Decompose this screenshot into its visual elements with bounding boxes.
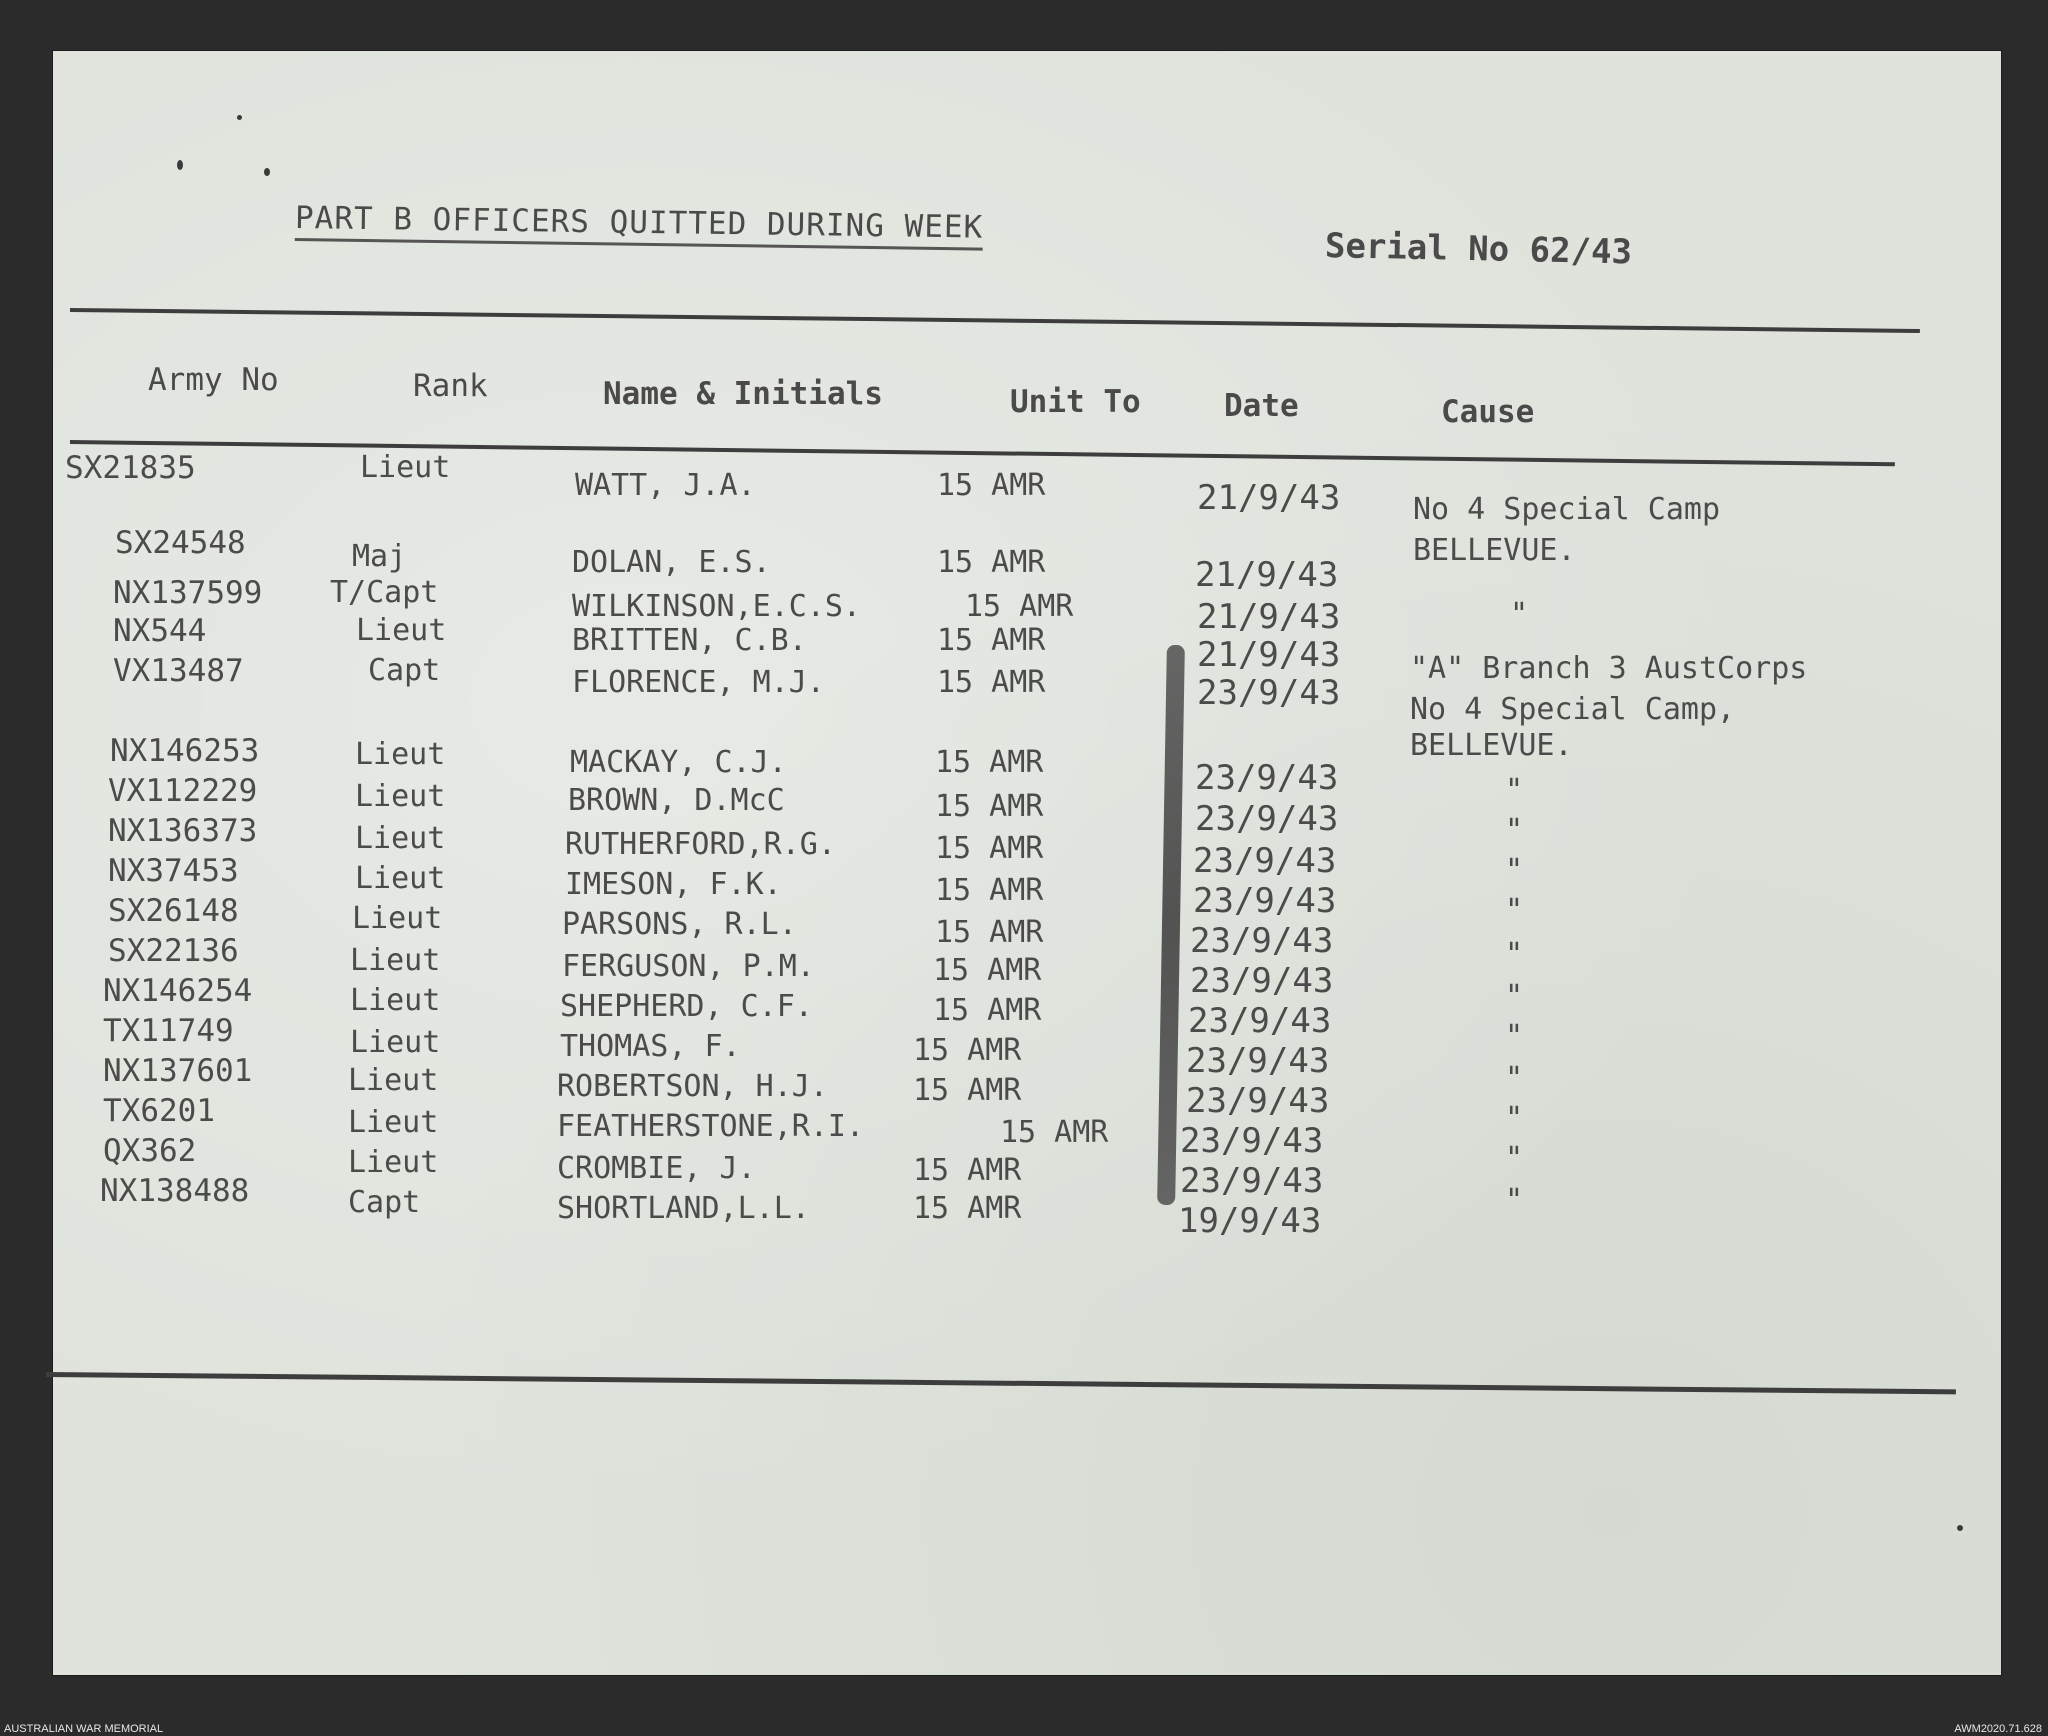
name: WATT, J.A. [575,468,756,503]
unit-to: 15 AMR [935,745,1044,780]
header-cause: Cause [1441,394,1535,430]
paper-speck [237,115,242,120]
date: 21/9/43 [1195,555,1339,595]
rank: Capt [348,1185,421,1220]
header-rank: Rank [413,368,488,404]
rank: Lieut [348,1145,439,1180]
date: 23/9/43 [1188,1001,1332,1041]
name: SHORTLAND,L.L. [557,1191,810,1226]
rank: Lieut [348,1063,439,1098]
army-no: VX112229 [108,773,258,809]
header-name: Name & Initials [603,376,883,412]
rank: Lieut [355,821,446,856]
unit-to: 15 AMR [913,1191,1022,1226]
unit-to: 15 AMR [913,1153,1022,1188]
rank: Capt [368,653,441,688]
unit-to: 15 AMR [1000,1115,1109,1150]
rank: Lieut [348,1105,439,1140]
rank: Lieut [350,1025,441,1060]
rank: Maj [352,539,407,574]
army-no: NX37453 [108,853,239,889]
rank: Lieut [355,779,446,814]
cause: " [1505,853,1524,888]
unit-to: 15 AMR [913,1073,1022,1108]
date: 23/9/43 [1186,1081,1330,1121]
name: MACKAY, C.J. [570,745,787,780]
army-no: NX136373 [108,813,258,849]
unit-to: 15 AMR [937,545,1046,580]
name: IMESON, F.K. [565,867,782,902]
unit-to: 15 AMR [937,623,1046,658]
name: BROWN, D.McC [568,783,785,818]
header-unit-to: Unit To [1010,384,1141,420]
army-no: SX24548 [115,525,246,561]
date: 21/9/43 [1197,478,1341,518]
date: 23/9/43 [1186,1041,1330,1081]
rank: T/Capt [330,575,439,610]
date: 23/9/43 [1193,881,1337,921]
rank: Lieut [350,983,441,1018]
unit-to: 15 AMR [937,665,1046,700]
army-no: NX544 [113,613,207,649]
unit-to: 15 AMR [935,789,1044,824]
cause: " [1505,1141,1524,1176]
army-no: SX21835 [65,450,196,486]
rank: Lieut [355,737,446,772]
rank: Lieut [356,613,447,648]
date: 23/9/43 [1180,1121,1324,1161]
army-no: QX362 [103,1133,197,1169]
date: 23/9/43 [1180,1161,1324,1201]
date: 21/9/43 [1197,597,1341,637]
date: 23/9/43 [1195,758,1339,798]
cause: " [1505,1061,1524,1096]
table-row [0,692,2048,728]
army-no: NX146254 [103,973,253,1009]
rank: Lieut [350,943,441,978]
table-row [0,1173,2048,1241]
name: SHEPHERD, C.F. [560,989,813,1024]
army-no: TX6201 [103,1093,215,1129]
name: PARSONS, R.L. [562,907,797,942]
name: FLORENCE, M.J. [572,665,825,700]
name: FERGUSON, P.M. [562,949,815,984]
cause: No 4 Special Camp, [1410,692,1736,727]
paper-speck [264,168,270,176]
army-no: NX137599 [113,575,263,611]
unit-to: 15 AMR [935,831,1044,866]
rank: Lieut [355,861,446,896]
date: 19/9/43 [1178,1201,1322,1241]
name: FEATHERSTONE,R.I. [557,1109,865,1144]
cause: "A" Branch 3 AustCorps [1410,651,1808,686]
cause: BELLEVUE. [1410,728,1573,763]
army-no: NX146253 [110,733,260,769]
header-date: Date [1224,388,1299,424]
date: 23/9/43 [1193,841,1337,881]
name: ROBERTSON, H.J. [557,1069,828,1104]
rank: Lieut [352,901,443,936]
unit-to: 15 AMR [965,589,1074,624]
cause: " [1505,979,1524,1014]
army-no: VX13487 [113,653,244,689]
cause: No 4 Special Camp [1413,492,1721,527]
name: THOMAS, F. [560,1029,741,1064]
unit-to: 15 AMR [933,953,1042,988]
name: BRITTEN, C.B. [572,623,807,658]
army-no: TX11749 [103,1013,234,1049]
cause: " [1505,813,1524,848]
date: 23/9/43 [1190,961,1334,1001]
archive-credit: AUSTRALIAN WAR MEMORIAL [4,1723,164,1735]
army-no: NX138488 [100,1173,250,1209]
paper-speck [1957,1525,1963,1531]
unit-to: 15 AMR [935,873,1044,908]
document-title: PART B OFFICERS QUITTED DURING WEEK [295,200,984,251]
table-row [0,450,2048,527]
name: RUTHERFORD,R.G. [565,827,836,862]
cause: BELLEVUE. [1413,533,1576,568]
cause: " [1510,597,1529,632]
date: 23/9/43 [1197,673,1341,713]
rank: Lieut [360,450,451,485]
header-army-no: Army No [148,362,279,398]
cause: " [1505,893,1524,928]
name: WILKINSON,E.C.S. [572,589,861,624]
army-no: SX26148 [108,893,239,929]
cause: " [1505,1019,1524,1054]
army-no: SX22136 [108,933,239,969]
date: 21/9/43 [1197,635,1341,675]
cause: " [1505,773,1524,808]
cause: " [1505,1183,1524,1218]
unit-to: 15 AMR [913,1033,1022,1068]
paper-speck [177,160,183,170]
cause: " [1505,1101,1524,1136]
name: CROMBIE, J. [557,1151,756,1186]
archive-reference: AWM2020.71.628 [1954,1723,2042,1735]
date: 23/9/43 [1195,799,1339,839]
date: 23/9/43 [1190,921,1334,961]
cause: " [1505,937,1524,972]
serial-number: Serial No 62/43 [1324,226,1633,273]
name: DOLAN, E.S. [572,545,771,580]
army-no: NX137601 [103,1053,253,1089]
unit-to: 15 AMR [937,468,1046,503]
unit-to: 15 AMR [935,915,1044,950]
unit-to: 15 AMR [933,993,1042,1028]
